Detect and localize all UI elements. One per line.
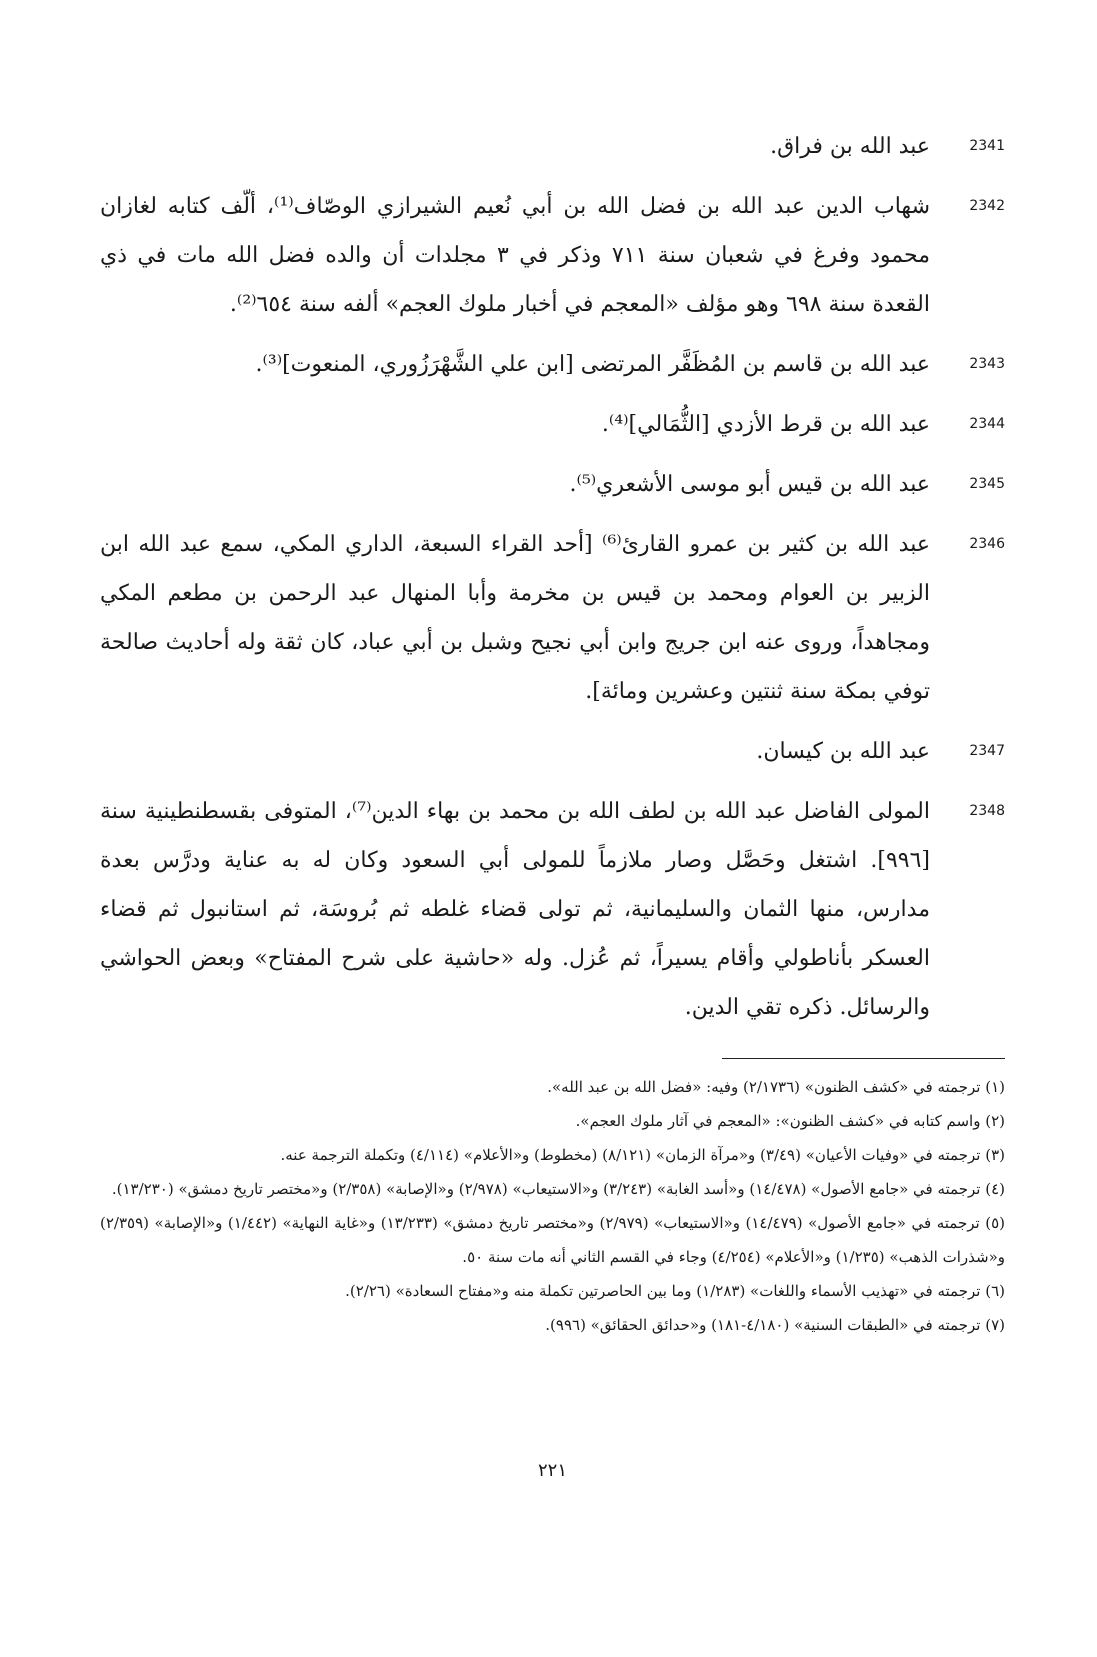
- entry-text: عبد الله بن كيسان.: [756, 739, 930, 764]
- entry-number: 2342: [969, 198, 1005, 214]
- footnote-divider: [722, 1058, 1005, 1059]
- entry: [100, 787, 1005, 1032]
- footnote: (٥) ترجمته في «جامع الأصول» (١٤/٤٧٩) و«الاستيعاب» (٢/٩٧٩) و«مختصر تاريخ دمشق» (١٣/٢٣٣) و«غاية النهاية» (١/٤٤٢) و«الإصابة» (٢/٣٥٩) و«شذرات الذهب» (١/٢٣٥) و«الأعلام» (٤/٢٥٤) وجاء في القسم الثاني أنه مات سنة ٥٠.: [100, 1214, 1006, 1266]
- entry: [100, 520, 1005, 716]
- footnote: (٢) واسم كتابه في «كشف الظنون»: «المعجم في آثار ملوك العجم».: [575, 1112, 1005, 1130]
- entry-number: 2348: [969, 803, 1005, 819]
- footnote: (٧) ترجمته في «الطبقات السنية» (٤/١٨٠-١٨١) و«حدائق الحقائق» (٩٩٦).: [545, 1316, 1005, 1334]
- entry-text: المولى الفاضل عبد الله بن لطف الله بن محمد بن بهاء الدين⁽⁷⁾، المتوفى بقسطنطينية سنة [٩٩٦]. اشتغل وحَصَّل وصار ملازماً للمولى أبي السعود وكان له به عناية ودرَّس بعدة مدارس، منها الثمان والسليمانية، ثم تولى قضاء غلطه ثم بُروسَة، ثم استانبول ثم قضاء العسكر بأناطولي وأقام يسيراً، ثم عُزل. وله «حاشية على شرح المفتاح» وبعض الحواشي والرسائل. ذكره تقي الدين.: [100, 799, 930, 1020]
- entry-text: عبد الله بن قرط الأزدي [الثُّمَالي]⁽⁴⁾.: [601, 412, 930, 437]
- entry: [100, 340, 1005, 389]
- footnotes-list: [100, 1070, 1005, 1342]
- entry-text: عبد الله بن كثير بن عمرو القارئ⁽⁶⁾ [أحد القراء السبعة، الداري المكي، سمع عبد الله ابن الزبير بن العوام ومحمد بن قيس بن مخرمة وأبا المنهال عبد الرحمن بن مطعم المكي ومجاهداً، وروى عنه ابن جريج وابن أبي نجيح وشبل بن أبي عباد، كان ثقة وله أحاديث صالحة توفي بمكة سنة ثنتين وعشرين ومائة].: [100, 532, 930, 704]
- entry-number: 2341: [969, 138, 1005, 154]
- entry-text: عبد الله بن فراق.: [770, 134, 930, 159]
- entries-list: [100, 122, 1005, 1043]
- entry: [100, 182, 1005, 329]
- entry-number: 2347: [969, 743, 1005, 759]
- footnote: (٦) ترجمته في «تهذيب الأسماء واللغات» (١/٢٨٣) وما بين الحاصرتين تكملة منه و«مفتاح السعادة» (٢/٢٦).: [345, 1282, 1005, 1300]
- entry-number: 2346: [969, 536, 1005, 552]
- footnote: (٣) ترجمته في «وفيات الأعيان» (٣/٤٩) و«مرآة الزمان» (٨/١٢١) (مخطوط) و«الأعلام» (٤/١١٤) وتكملة الترجمة عنه.: [280, 1146, 1005, 1164]
- entry-number: 2345: [969, 476, 1005, 492]
- page-number: ٢٢١: [537, 1460, 567, 1481]
- footnote: (١) ترجمته في «كشف الظنون» (٢/١٧٣٦) وفيه: «فضل الله بن عبد الله».: [547, 1078, 1005, 1096]
- entry-text: عبد الله بن قاسم بن المُظَفَّر المرتضى [ابن علي الشَّهْرَزُوري، المنعوت]⁽³⁾.: [255, 352, 930, 377]
- entry-number: 2343: [969, 356, 1005, 372]
- entry-number: 2344: [969, 416, 1005, 432]
- entry-text: عبد الله بن قيس أبو موسى الأشعري⁽⁵⁾.: [569, 472, 930, 497]
- entry: [100, 460, 1005, 509]
- book-page: [100, 0, 1005, 1657]
- footnote: (٤) ترجمته في «جامع الأصول» (١٤/٤٧٨) و«أسد الغابة» (٣/٢٤٣) و«الاستيعاب» (٢/٩٧٨) و«الإصابة» (٢/٣٥٨) و«مختصر تاريخ دمشق» (١٣/٢٣٠).: [111, 1180, 1005, 1198]
- entry: [100, 727, 1005, 776]
- entry-text: شهاب الدين عبد الله بن فضل الله بن أبي نُعيم الشيرازي الوصّاف⁽¹⁾، ألّف كتابه لغازان محمود وفرغ في شعبان سنة ٧١١ وذكر في ٣ مجلدات أن والده فضل الله مات في ذي القعدة سنة ٦٩٨ وهو مؤلف «المعجم في أخبار ملوك العجم» ألفه سنة ٦٥٤⁽²⁾.: [100, 194, 931, 317]
- entry: [100, 400, 1005, 449]
- entry: [100, 122, 1005, 171]
